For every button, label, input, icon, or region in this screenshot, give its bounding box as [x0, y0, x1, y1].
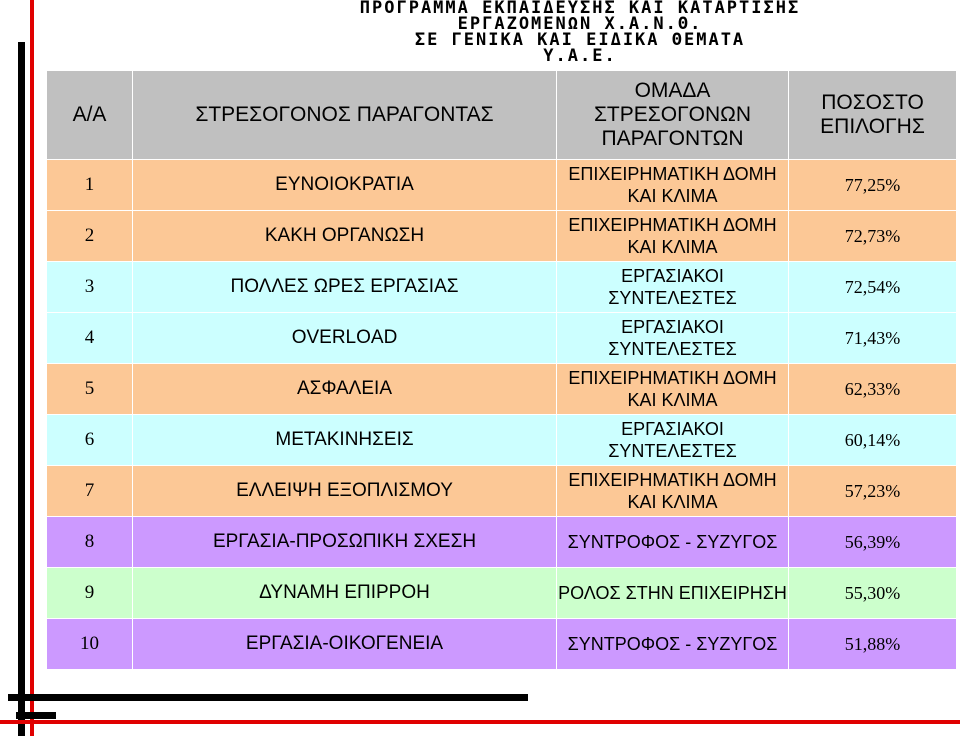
row-stress-factor: ΑΣΦΑΛΕΙΑ — [133, 364, 557, 415]
page-title — [200, 0, 960, 64]
row-selection-percentage: 55,30% — [789, 568, 957, 619]
row-stress-factor: ΔΥΝΑΜΗ ΕΠΙΡΡΟΗ — [133, 568, 557, 619]
row-factor-group: ΕΡΓΑΣΙΑΚΟΙ ΣΥΝΤΕΛΕΣΤΕΣ — [557, 313, 789, 364]
title-line: ΕΡΓΑΖΟΜΕΝΩΝ Χ.Α.Ν.Θ. — [457, 14, 703, 34]
row-selection-percentage: 57,23% — [789, 466, 957, 517]
row-factor-group: ΕΡΓΑΣΙΑΚΟΙ ΣΥΝΤΕΛΕΣΤΕΣ — [557, 262, 789, 313]
table-row — [47, 568, 957, 619]
table-header-row — [47, 71, 957, 160]
row-stress-factor: ΜΕΤΑΚΙΝΗΣΕΙΣ — [133, 415, 557, 466]
row-selection-percentage: 72,54% — [789, 262, 957, 313]
decorative-black-vertical-bar — [18, 42, 25, 736]
row-stress-factor: ΕΛΛΕΙΨΗ ΕΞΟΠΛΙΣΜΟΥ — [133, 466, 557, 517]
table-row — [47, 211, 957, 262]
table-row — [47, 262, 957, 313]
row-selection-percentage: 62,33% — [789, 364, 957, 415]
row-factor-group: ΕΠΙΧΕΙΡΗΜΑΤΙΚΗ ΔΟΜΗ ΚΑΙ ΚΛΙΜΑ — [557, 160, 789, 211]
row-factor-group: ΕΠΙΧΕΙΡΗΜΑΤΙΚΗ ΔΟΜΗ ΚΑΙ ΚΛΙΜΑ — [557, 364, 789, 415]
row-selection-percentage: 51,88% — [789, 619, 957, 670]
table-row — [47, 466, 957, 517]
row-selection-percentage: 56,39% — [789, 517, 957, 568]
table-row — [47, 160, 957, 211]
table-row — [47, 517, 957, 568]
row-number: 1 — [47, 160, 133, 211]
header-group: ΟΜΑΔΑ ΣΤΡΕΣΟΓΟΝΩΝ ΠΑΡΑΓΟΝΤΩΝ — [557, 71, 789, 160]
row-selection-percentage: 72,73% — [789, 211, 957, 262]
row-number: 6 — [47, 415, 133, 466]
row-number: 3 — [47, 262, 133, 313]
decorative-black-corner-bar — [16, 712, 56, 719]
header-percentage: ΠΟΣΟΣΤΟ ΕΠΙΛΟΓΗΣ — [789, 71, 957, 160]
row-factor-group: ΕΠΙΧΕΙΡΗΜΑΤΙΚΗ ΔΟΜΗ ΚΑΙ ΚΛΙΜΑ — [557, 466, 789, 517]
decorative-red-vertical-bar — [30, 0, 34, 736]
decorative-red-horizontal-bar — [0, 720, 960, 724]
row-number: 8 — [47, 517, 133, 568]
row-factor-group: ΕΡΓΑΣΙΑΚΟΙ ΣΥΝΤΕΛΕΣΤΕΣ — [557, 415, 789, 466]
title-line: ΠΡΟΓΡΑΜΜΑ ΕΚΠΑΙΔΕΥΣΗΣ ΚΑΙ ΚΑΤΑΡΤΙΣΗΣ — [359, 0, 801, 18]
decorative-black-horizontal-bar — [8, 694, 528, 701]
row-stress-factor: ΚΑΚΗ ΟΡΓΑΝΩΣΗ — [133, 211, 557, 262]
row-selection-percentage: 71,43% — [789, 313, 957, 364]
title-line: Υ.Α.Ε. — [543, 46, 617, 66]
row-number: 7 — [47, 466, 133, 517]
title-line: ΣΕ ΓΕΝΙΚΑ ΚΑΙ ΕΙΔΙΚΑ ΘΕΜΑΤΑ — [414, 30, 746, 50]
row-number: 4 — [47, 313, 133, 364]
table-row — [47, 415, 957, 466]
row-stress-factor: ΕΥΝΟΙΟΚΡΑΤΙΑ — [133, 160, 557, 211]
row-stress-factor: ΕΡΓΑΣΙΑ-ΠΡΟΣΩΠΙΚΗ ΣΧΕΣΗ — [133, 517, 557, 568]
row-factor-group: ΡΟΛΟΣ ΣΤΗΝ ΕΠΙΧΕΙΡΗΣΗ — [557, 568, 789, 619]
table-row — [47, 619, 957, 670]
row-number: 10 — [47, 619, 133, 670]
row-number: 5 — [47, 364, 133, 415]
row-number: 2 — [47, 211, 133, 262]
row-factor-group: ΣΥΝΤΡΟΦΟΣ - ΣΥΖΥΓΟΣ — [557, 517, 789, 568]
table-row — [47, 364, 957, 415]
row-selection-percentage: 77,25% — [789, 160, 957, 211]
header-factor: ΣΤΡΕΣΟΓΟΝΟΣ ΠΑΡΑΓΟΝΤΑΣ — [133, 71, 557, 160]
row-number: 9 — [47, 568, 133, 619]
header-num: Α/Α — [47, 71, 133, 160]
row-stress-factor: ΕΡΓΑΣΙΑ-ΟΙΚΟΓΕΝΕΙΑ — [133, 619, 557, 670]
row-factor-group: ΕΠΙΧΕΙΡΗΜΑΤΙΚΗ ΔΟΜΗ ΚΑΙ ΚΛΙΜΑ — [557, 211, 789, 262]
table-row — [47, 313, 957, 364]
row-stress-factor: OVERLOAD — [133, 313, 557, 364]
stress-factors-table — [46, 70, 957, 670]
row-stress-factor: ΠΟΛΛΕΣ ΩΡΕΣ ΕΡΓΑΣΙΑΣ — [133, 262, 557, 313]
row-selection-percentage: 60,14% — [789, 415, 957, 466]
row-factor-group: ΣΥΝΤΡΟΦΟΣ - ΣΥΖΥΓΟΣ — [557, 619, 789, 670]
